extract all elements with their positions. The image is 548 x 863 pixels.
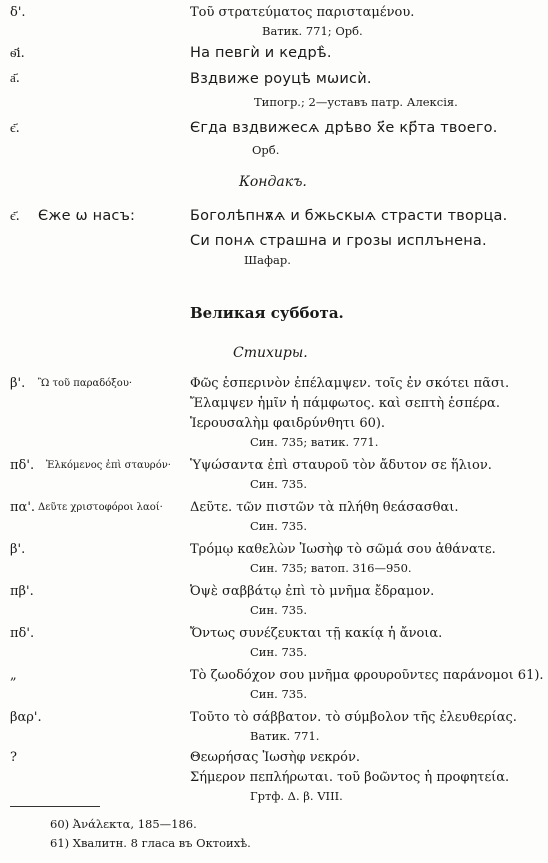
hymn-line: Τρόμῳ καθελὼν Ἰωσὴφ τὸ σῶμά σου ἀθάνατε.: [190, 542, 496, 557]
stanza-marker: β'.: [10, 376, 26, 391]
hymn-line: Τοῦτο τὸ σάββατον. τὸ σύμβολον τῆς ἐλευθερίας.: [190, 710, 517, 725]
hymn-line: Ὀψὲ σαββάτῳ ἐπὶ τὸ μνῆμα ἔδραμον.: [190, 584, 435, 599]
manuscript-source: Ватик. 771.: [250, 729, 320, 743]
hymn-line: Ὑψώσαντα ἐπὶ σταυροῦ τὸν ἄδυτον σε ἥλιον.: [190, 458, 492, 473]
incipit: Ὢ τοῦ παραδόξου·: [38, 378, 133, 389]
manuscript-source: Типогр.; 2—уставъ патр. Алексія.: [254, 95, 458, 109]
manuscript-source: Син. 735; ватик. 771.: [250, 435, 379, 449]
stanza-marker: а҃.: [10, 71, 20, 86]
incipit: Єже ѡ насъ:: [38, 208, 136, 224]
hymn-line: Θεωρήσας Ἰωσὴφ νεκρόν.: [190, 750, 361, 765]
stanza-marker: ?: [10, 750, 17, 765]
hymn-line: Єгда вздвижесѧ дрѣво х҃е кр҃та твоего.: [190, 120, 498, 136]
hymn-line: Ὄντως συνέζευκται τῇ κακίᾳ ἡ ἄνοια.: [190, 626, 443, 641]
hymn-line: Τὸ ζωοδόχον σου μνῆμα φρουροῦντες παράνομοι 61).: [190, 668, 544, 683]
footnote: 61) Хвалитн. 8 гласа въ Октоихѣ.: [50, 836, 251, 850]
stanza-marker: πα'.: [10, 500, 36, 515]
incipit: Ἑλκόμενος ἐπὶ σταυρόν·: [46, 460, 171, 471]
stanza-marker: ѳ҃і.: [10, 46, 25, 61]
manuscript-source: Син. 735.: [250, 519, 308, 533]
hymn-line: Боголѣпнѫѧ и бжьскыѧ страсти творца.: [190, 208, 508, 224]
manuscript-source: Син. 735; ватоп. 316—950.: [250, 561, 412, 575]
manuscript-source: Син. 735.: [250, 687, 308, 701]
stanza-marker: β'.: [10, 542, 26, 557]
hymn-line: Си понѧ страшна и грозы исплънена.: [190, 233, 487, 249]
hymn-line: Вздвиже роуцѣ мѡисѝ.: [190, 71, 372, 87]
footnote: 60) Ἀνάλεκτα, 185—186.: [50, 817, 197, 831]
hymn-line: На певгѝ и кедрѣ̀.: [190, 45, 332, 61]
stanza-marker: є҃.: [10, 209, 20, 224]
stanza-marker: πδ'.: [10, 626, 35, 641]
manuscript-source: Гртф. Δ. β. VIII.: [250, 789, 343, 803]
manuscript-source: Шафар.: [244, 253, 291, 267]
footnote-divider: [10, 806, 100, 807]
manuscript-source: Ватик. 771; Орб.: [262, 24, 363, 38]
stanza-marker: πδ'.: [10, 458, 35, 473]
stanza-marker: є҃.: [10, 121, 20, 136]
manuscript-source: Син. 735.: [250, 645, 308, 659]
incipit: Δεῦτε χριστοφόροι λαοί·: [38, 502, 163, 513]
stanza-marker: „: [10, 668, 17, 683]
section-heading: Кондакъ.: [239, 174, 307, 190]
hymn-line: Σήμερον πεπλήρωται. τοῦ βοῶντος ἡ προφητεία.: [190, 770, 510, 785]
section-title: Великая суббота.: [190, 304, 344, 322]
stanza-marker: πβ'.: [10, 584, 34, 599]
manuscript-source: Орб.: [252, 143, 280, 157]
hymn-line: Ἔλαμψεν ἡμῖν ἡ πάμφωτος. καὶ σεπτὴ ἑσπέρα.: [190, 396, 500, 411]
manuscript-source: Син. 735.: [250, 477, 308, 491]
hymn-line: Τοῦ στρατεύματος παρισταμένου.: [190, 5, 415, 20]
stanza-marker: δ'.: [10, 5, 26, 20]
stanza-marker: βαρ'.: [10, 710, 42, 725]
hymn-line: Φῶς ἑσπερινὸν ἐπέλαμψεν. τοῖς ἐν σκότει πᾶσι.: [190, 376, 510, 391]
section-heading: Стихиры.: [233, 345, 308, 361]
hymn-line: Ἱερουσαλὴμ φαιδρύνθητι 60).: [190, 416, 386, 431]
manuscript-source: Син. 735.: [250, 603, 308, 617]
hymn-line: Δεῦτε. τῶν πιστῶν τὰ πλήθη θεάσασθαι.: [190, 500, 459, 515]
